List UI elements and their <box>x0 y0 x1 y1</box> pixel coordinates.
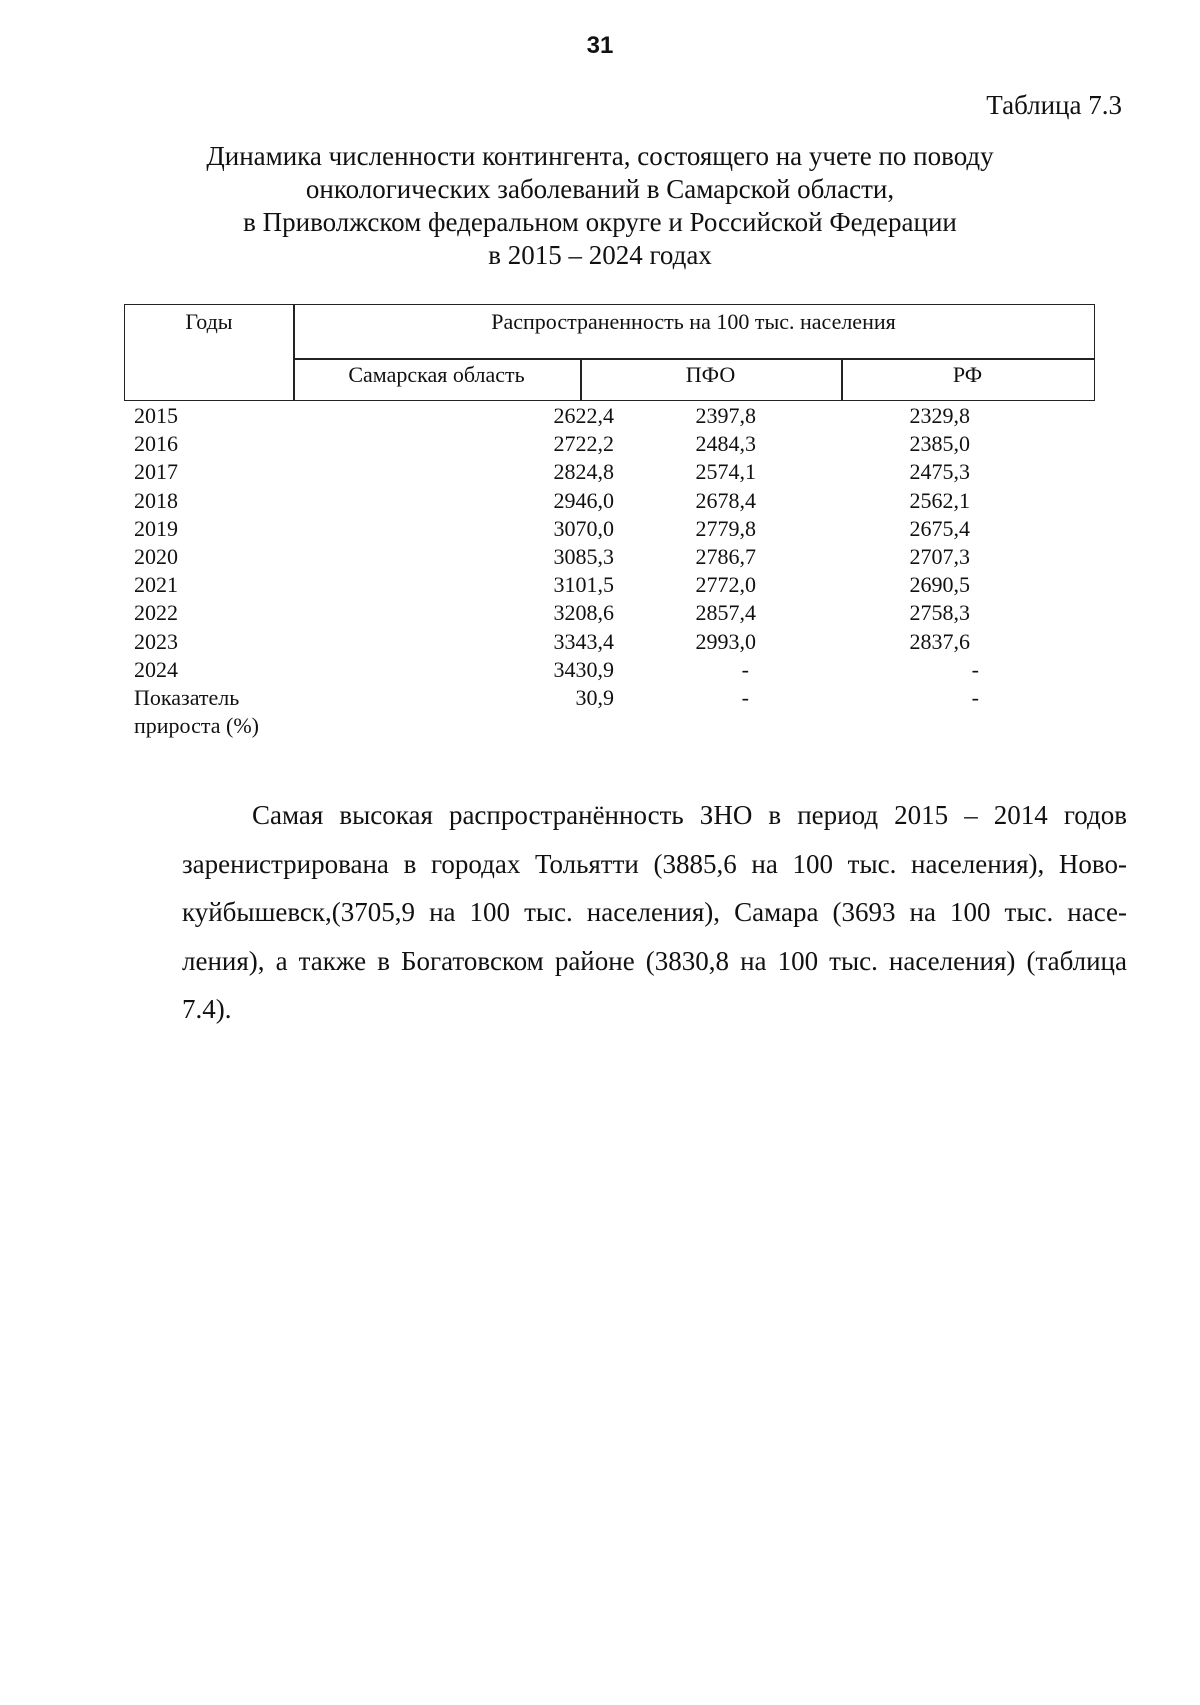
body-paragraph <box>182 791 1127 1034</box>
samara-cell: 2946,0 <box>553 487 614 513</box>
year-cell: 2015 <box>134 403 178 428</box>
table-title-line-1: Динамика численности контингента, состоящего на учете по поводу <box>206 141 994 171</box>
table-row <box>134 628 1074 656</box>
pfo-cell: 2678,4 <box>695 487 756 513</box>
year-cell: 2019 <box>134 515 178 541</box>
table-title-line-4: в 2015 – 2024 годах <box>488 240 712 270</box>
table-row-growth <box>134 684 1074 740</box>
samara-cell: 3343,4 <box>553 628 614 654</box>
year-cell: 2023 <box>134 628 178 654</box>
pfo-cell: 2772,0 <box>695 572 756 598</box>
header-samara: Самарская область <box>348 362 525 387</box>
pfo-cell: - <box>741 656 749 682</box>
rf-cell: 2475,3 <box>909 459 970 485</box>
samara-cell: 2824,8 <box>553 459 614 485</box>
year-cell: 2021 <box>134 572 178 598</box>
table-row <box>134 487 1074 515</box>
year-cell: 2018 <box>134 487 178 513</box>
growth-label-cell: Показатель прироста (%) <box>134 684 259 739</box>
header-prevalence: Распространенность на 100 тыс. населения <box>491 309 896 334</box>
table-title-line-3: в Приволжском федеральном округе и Российской Федерации <box>243 207 957 237</box>
header-years: Годы <box>185 309 233 334</box>
table-row <box>134 543 1074 571</box>
table-title-line-2: онкологических заболеваний в Самарской области, <box>305 174 895 204</box>
samara-cell: 30,9 <box>575 684 614 710</box>
table-row <box>134 571 1074 599</box>
rf-cell: 2758,3 <box>909 600 970 626</box>
table-row <box>134 430 1074 458</box>
year-cell: 2016 <box>134 431 178 457</box>
year-cell: 2017 <box>134 459 178 485</box>
pfo-cell: 2397,8 <box>695 403 756 428</box>
samara-cell: 3070,0 <box>553 515 614 541</box>
table-row <box>134 515 1074 543</box>
header-pfo: ПФО <box>685 362 736 387</box>
pfo-cell: 2484,3 <box>695 431 756 457</box>
rf-cell: 2675,4 <box>909 515 970 541</box>
header-divider <box>293 358 1094 360</box>
table-row <box>134 599 1074 627</box>
table-body <box>134 402 1074 740</box>
year-cell: 2022 <box>134 600 178 626</box>
page-number: 31 <box>586 32 614 59</box>
rf-cell: - <box>971 656 979 682</box>
table-header <box>124 304 1095 401</box>
pfo-cell: 2574,1 <box>695 459 756 485</box>
rf-cell: 2837,6 <box>909 628 970 654</box>
samara-cell: 3208,6 <box>553 600 614 626</box>
rf-cell: 2385,0 <box>909 431 970 457</box>
samara-cell: 2622,4 <box>553 403 614 428</box>
rf-cell: 2329,8 <box>909 403 970 428</box>
samara-cell: 3430,9 <box>553 656 614 682</box>
samara-cell: 3085,3 <box>553 543 614 569</box>
rf-cell: - <box>971 684 979 710</box>
pfo-cell: - <box>741 684 749 710</box>
table-row <box>134 402 1074 430</box>
year-cell: 2020 <box>134 543 178 569</box>
paragraph-text: Самая высокая распространённость ЗНО в период 2015 – 2014 годов заренистрирована в городах Тольятти (3885,6 на 100 тыс. населения), Ново-куйбышевск,(3705,9 на 100 тыс. населения), Самара (3693 на 100 тыс. насе-ления), а также в Богатовском районе (3830,8 на 100 тыс. населения) (таблица 7.4). <box>182 800 1127 1024</box>
pfo-cell: 2993,0 <box>695 628 756 654</box>
table-label: Таблица 7.3 <box>986 90 1122 120</box>
samara-cell: 3101,5 <box>553 572 614 598</box>
year-cell: 2024 <box>134 656 178 682</box>
header-rf: РФ <box>952 362 983 387</box>
table-title <box>150 140 1050 272</box>
table-row <box>134 656 1074 684</box>
samara-cell: 2722,2 <box>553 431 614 457</box>
table-row <box>134 458 1074 486</box>
rf-cell: 2690,5 <box>909 572 970 598</box>
rf-cell: 2562,1 <box>909 487 970 513</box>
pfo-cell: 2779,8 <box>695 515 756 541</box>
pfo-cell: 2857,4 <box>695 600 756 626</box>
pfo-cell: 2786,7 <box>695 543 756 569</box>
rf-cell: 2707,3 <box>909 543 970 569</box>
